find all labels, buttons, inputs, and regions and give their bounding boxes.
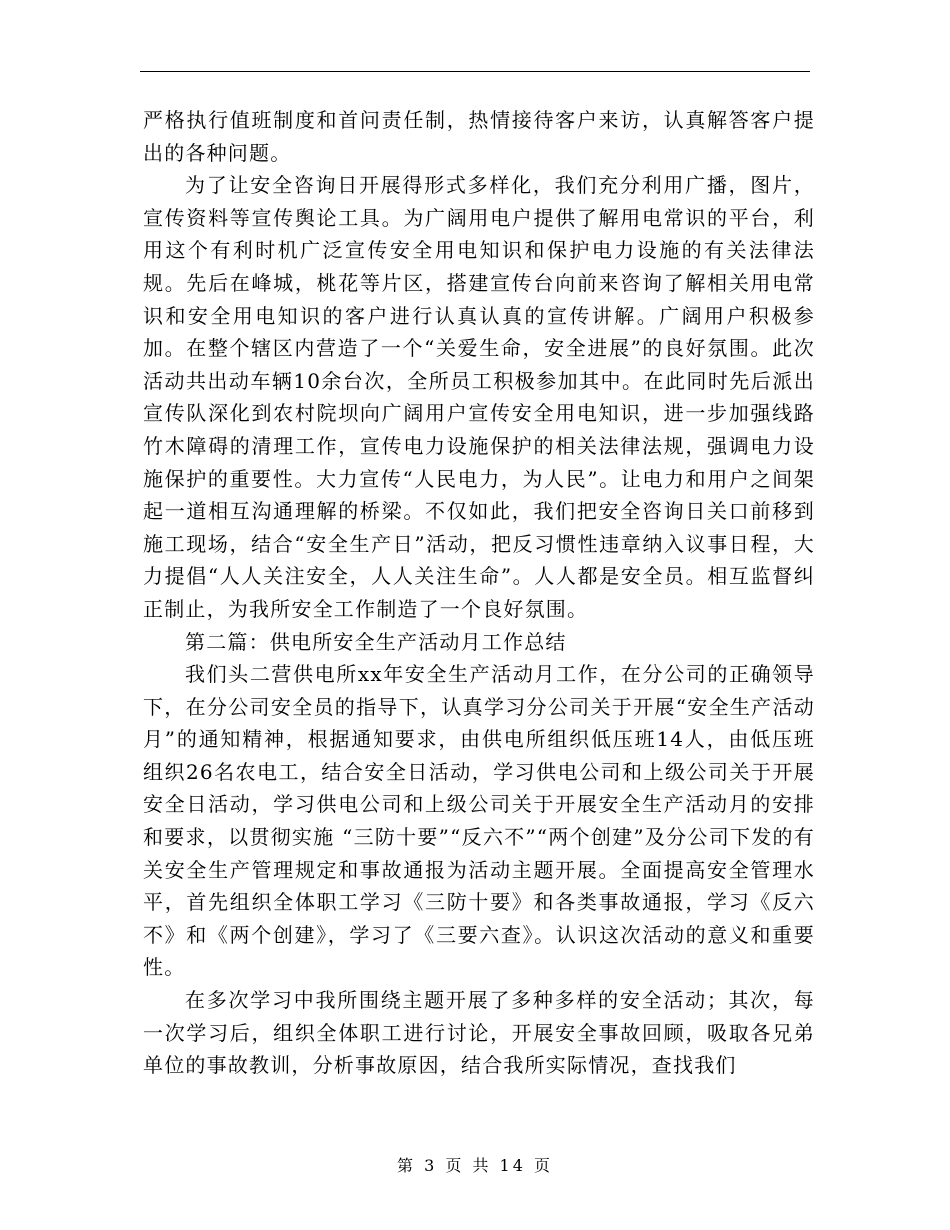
paragraph-continuation: 严格执行值班制度和首问责任制，热情接待客户来访，认真解答客户提出的各种问题。 — [143, 108, 815, 165]
document-body — [143, 104, 815, 1082]
section-heading: 第二篇：供电所安全生产活动月工作总结 — [185, 629, 567, 654]
paragraph-safety-month-summary: 我们头二营供电所xx年安全生产活动月工作，在分公司的正确领导下，在分公司安全员的指导下，认真学习分公司关于开展“安全生产活动月”的通知精神，根据通知要求，由供电所组织低压班14人，由低压班组织26名农电工，结合安全日活动，学习供电公司和上级公司关于开展安全日活动，学习供电公司和上级公司关于开展安全生产活动月的安排和要求，以贯彻实施 “三防十要”“反六不”“两个创建”及分公司下发的有关安全生产管理规定和事故通报为活动主题开展。全面提高安全管理水平，首先组织全体职工学习《三防十要》和各类事故通报，学习《反六不》和《两个创建》，学习了《三要六查》。认识这次活动的意义和重要性。 — [143, 662, 815, 980]
page-number: 第 3 页 共 14 页 — [397, 1156, 553, 1175]
paragraph-safety-consultation-day: 为了让安全咨询日开展得形式多样化，我们充分利用广播，图片，宣传资料等宣传舆论工具。为广阔用电户提供了解用电常识的平台，利用这个有利时机广泛宣传安全用电知识和保护电力设施的有关法律法规。先后在峰城，桃花等片区，搭建宣传台向前来咨询了解相关用电常识和安全用电知识的客户进行认真认真的宣传讲解。广阔用户积极参加。在整个辖区内营造了一个“关爱生命，安全进展”的良好氛围。此次活动共出动车辆10余台次，全所员工积极参加其中。在此同时先后派出宣传队深化到农村院坝向广阔用户宣传安全用电知识，进一步加强线路竹木障碍的清理工作，宣传电力设施保护的相关法律法规，强调电力设施保护的重要性。大力宣传“人民电力，为人民”。让电力和用户之间架起一道相互沟通理解的桥梁。不仅如此，我们把安全咨询日关口前移到施工现场，结合“安全生产日”活动，把反习惯性违章纳入议事日程，大力提倡“人人关注安全，人人关注生命”。人人都是安全员。相互监督纠正制止，为我所安全工作制造了一个良好氛围。 — [143, 173, 815, 621]
paragraph-study-activities: 在多次学习中我所围绕主题开展了多种多样的安全活动；其次，每一次学习后，组织全体职工进行讨论，开展安全事故回顾，吸取各兄弟单位的事故教训，分析事故原因，结合我所实际情况，查找我们 — [143, 988, 815, 1078]
header-rule — [140, 71, 810, 72]
